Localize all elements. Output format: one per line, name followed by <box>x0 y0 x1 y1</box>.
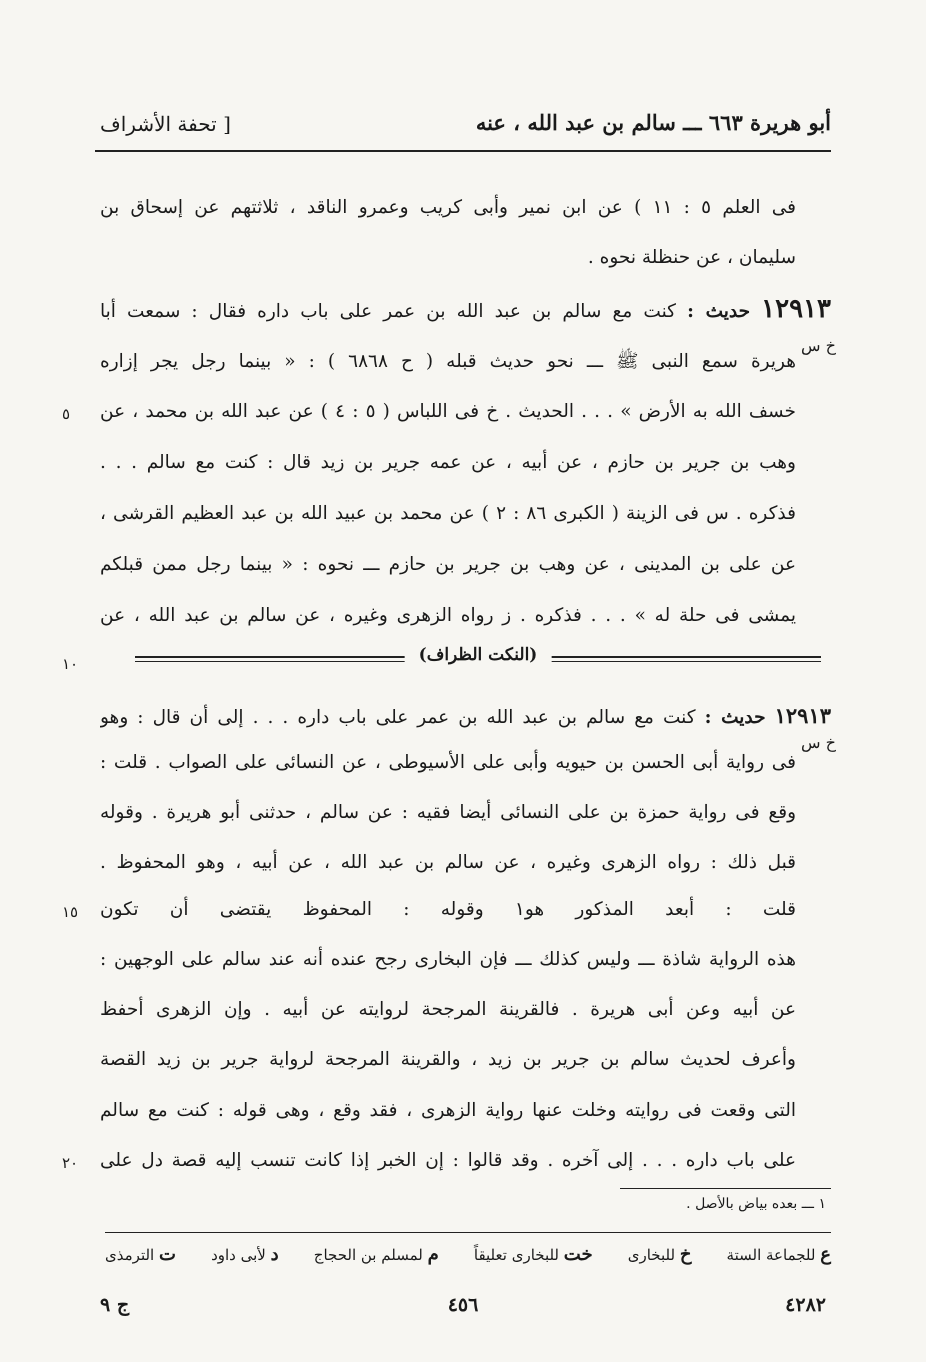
hadith-number: ١٢٩١٣ <box>761 294 831 324</box>
hadith-first-line <box>100 701 831 733</box>
abbreviations-key <box>105 1244 831 1265</box>
line-number: ٥ <box>62 405 71 423</box>
text-line: على باب داره . . . إلى آخره . وقد قالوا : إن الخبر إذا كانت تنسب إليه قصة دل على <box>100 1150 796 1171</box>
section-divider <box>135 647 821 671</box>
hadith-text: كنت مع سالم بن عبد الله بن عمر على باب داره . . . إلى أن قال : وهو <box>100 707 696 728</box>
text-line: وقع فى رواية حمزة بن على النسائى أيضا فقيه : عن سالم ، حدثنى أبو هريرة . وقوله <box>100 802 796 823</box>
abbreviation-symbol: د <box>270 1244 279 1265</box>
text-line: هذه الرواية شاذة ـــ وليس كذلك ـــ فإن البخارى رجح عنده أنه عند سالم على الوجهين : <box>100 949 796 970</box>
text-line: سليمان ، عن حنظلة نحوه . <box>587 247 796 268</box>
divider-label: (النكت الظراف) <box>405 645 552 665</box>
entry-range-number: ٤٢٨٢ <box>785 1294 826 1316</box>
abbreviation-label: لأبى داود <box>211 1246 266 1264</box>
abbreviation-label: للجماعة الستة <box>726 1246 816 1264</box>
text-line: فى رواية أبى الحسن بن حيويه وأبى على الأسيوطى ، عن النسائى على الصواب . قلت : <box>100 752 796 773</box>
abbreviation-label: للبخارى <box>627 1246 676 1264</box>
footnote: ١ ـــ بعده بياض بالأصل . <box>686 1196 826 1212</box>
abbreviations-rule <box>105 1232 831 1233</box>
abbreviation-item <box>628 1244 692 1265</box>
text-line: هريرة سمع النبى ﷺ ـــ نحو حديث قبله ( ح ٦٨٦٨ ) : « بينما رجل يجر إزاره <box>100 351 796 372</box>
text-line: عن على بن المدينى ، عن وهب بن جرير بن حازم ـــ نحوه : « بينما رجل ممن قبلكم <box>100 554 796 575</box>
page-number: ٤٥٦ <box>447 1294 479 1316</box>
line-number: ١٠ <box>62 655 79 673</box>
hadith-label: حديث : <box>704 707 766 728</box>
volume-number: ج ٩ <box>100 1294 130 1316</box>
text-line: قبل ذلك : رواه الزهرى وغيره ، عن سالم بن عبد الله ، عن أبيه ، وهو المحفوظ . <box>100 852 796 873</box>
header-rule <box>95 150 831 152</box>
hadith-number: ١٢٩١٣ <box>774 703 831 728</box>
sigla-note: خ س <box>801 733 836 752</box>
text-line: عن أبيه وعن أبى هريرة . فالقرينة المرجحة لروايته عن أبيه . وإن الزهرى أحفظ <box>100 999 796 1020</box>
book-title: [ تحفة الأشراف <box>100 112 231 136</box>
text-line: وأعرف لحديث سالم بن جرير بن زيد ، والقرينة المرجحة لرواية جرير بن زيد القصة <box>100 1049 796 1070</box>
abbreviation-item <box>314 1244 439 1265</box>
abbreviation-item <box>474 1244 593 1265</box>
line-number: ١٥ <box>62 903 79 921</box>
abbreviation-symbol: ت <box>159 1244 176 1265</box>
line-number: ٢٠ <box>62 1154 79 1172</box>
footnote-rule <box>620 1188 831 1189</box>
text-line: خسف الله به الأرض » . . . الحديث . خ فى اللباس ( ٥ : ٤ ) عن عبد الله بن محمد ، عن <box>100 401 796 422</box>
text-line: وهب بن جرير بن حازم ، عن أبيه ، عن عمه جرير بن زيد قال : كنت مع سالم . . . <box>100 452 796 473</box>
abbreviation-item <box>727 1244 831 1265</box>
text-line: قلت : أبعد المذكور هو١ وقوله : المحفوظ يقتضى أن تكون <box>100 899 796 920</box>
abbreviation-symbol: م <box>427 1244 439 1265</box>
running-header-title: أبو هريرة ٦٦٣ ـــ سالم بن عبد الله ، عنه <box>475 110 831 135</box>
text-line: يمشى فى حلة له » . . . فذكره . ز رواه الزهرى وغيره ، عن سالم بن عبد الله ، عن <box>100 605 796 626</box>
abbreviation-symbol: خ <box>679 1244 692 1265</box>
sigla-note: خ س <box>801 336 836 355</box>
text-line: التى وقعت فى روايته وخلت عنها رواية الزهرى ، فقد وقع ، وهى قوله : كنت مع سالم <box>100 1100 796 1121</box>
abbreviation-label: للبخارى تعليقاً <box>473 1246 560 1264</box>
abbreviation-symbol: خت <box>563 1244 593 1265</box>
abbreviation-symbol: ع <box>820 1244 831 1265</box>
abbreviation-item <box>211 1244 279 1265</box>
hadith-text: كنت مع سالم بن عبد الله بن عمر على باب داره فقال : سمعت أبا <box>100 301 676 322</box>
hadith-first-line <box>100 294 831 327</box>
abbreviation-label: الترمذى <box>105 1246 155 1264</box>
text-line: فذكره . س فى الزينة ( الكبرى ٨٦ : ٢ ) عن محمد بن عبيد الله بن عبد العظيم القرشى ، <box>100 503 796 524</box>
abbreviation-label: لمسلم بن الحجاج <box>313 1246 423 1264</box>
hadith-label: حديث : <box>687 301 751 322</box>
text-line: فى العلم ٥ : ١١ ) عن ابن نمير وأبى كريب وعمرو الناقد ، ثلاثتهم عن إسحاق بن <box>100 197 796 218</box>
abbreviation-item <box>105 1244 176 1265</box>
